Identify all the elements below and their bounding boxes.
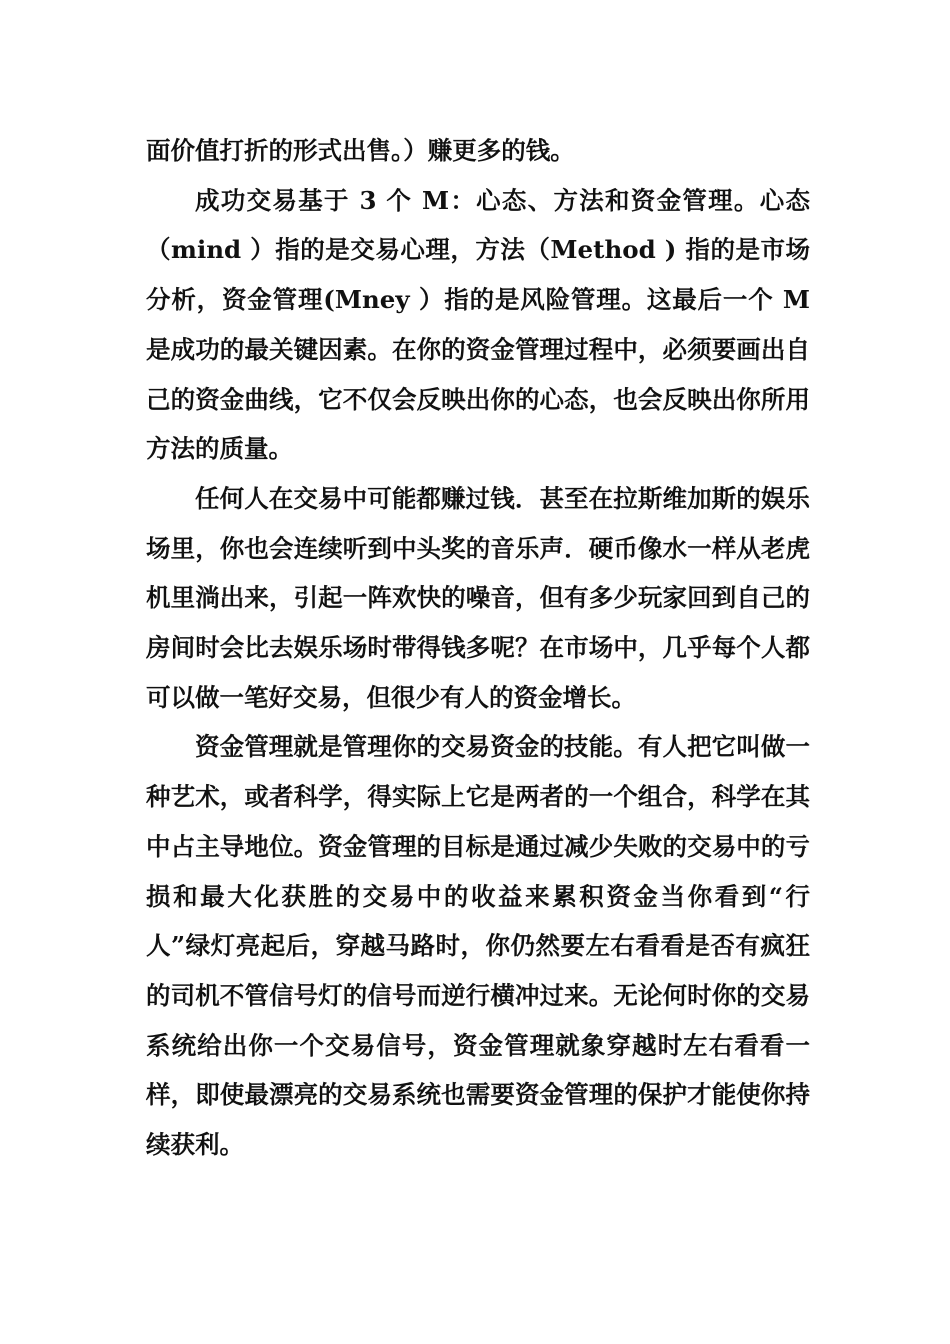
paragraph: 成功交易基于 3 个 M：心态、方法和资金管理。心态（mind ）指的是交易心理，方法（Method ) 指的是市场分析，资金管理(Mney ）指的是风险管理。这最后一个 M 是成功的最关键因素。在你的资金管理过程中，必须要画出自己的资金曲线，它不仅会反映出你的心态，也会反映出你所用方法的质量。 xyxy=(146,185,810,464)
paragraph: 任何人在交易中可能都赚过钱．甚至在拉斯维加斯的娱乐场里，你也会连续听到中头奖的音乐声．硬币像水一样从老虎机里淌出来，引起一阵欢快的噪音，但有多少玩家回到自己的房间时会比去娱乐场时带得钱多呢？在市场中，几乎每个人都可以做一笔好交易，但很少有人的资金增长。 xyxy=(146,483,810,712)
paragraph: 面价值打折的形式出售。）赚更多的钱。 xyxy=(146,136,575,165)
document-body xyxy=(146,126,810,1170)
paragraph: 资金管理就是管理你的交易资金的技能。有人把它叫做一种艺术，或者科学，得实际上它是两者的一个组合，科学在其中占主导地位。资金管理的目标是通过减少失败的交易中的亏损和最大化获胜的交易中的收益来累积资金当你看到“行人”绿灯亮起后，穿越马路时，你仍然要左右看看是否有疯狂的司机不管信号灯的信号而逆行横冲过来。无论何时你的交易系统给出你一个交易信号，资金管理就象穿越时左右看看一样，即使最漂亮的交易系统也需要资金管理的保护才能使你持续获利。 xyxy=(146,732,810,1160)
